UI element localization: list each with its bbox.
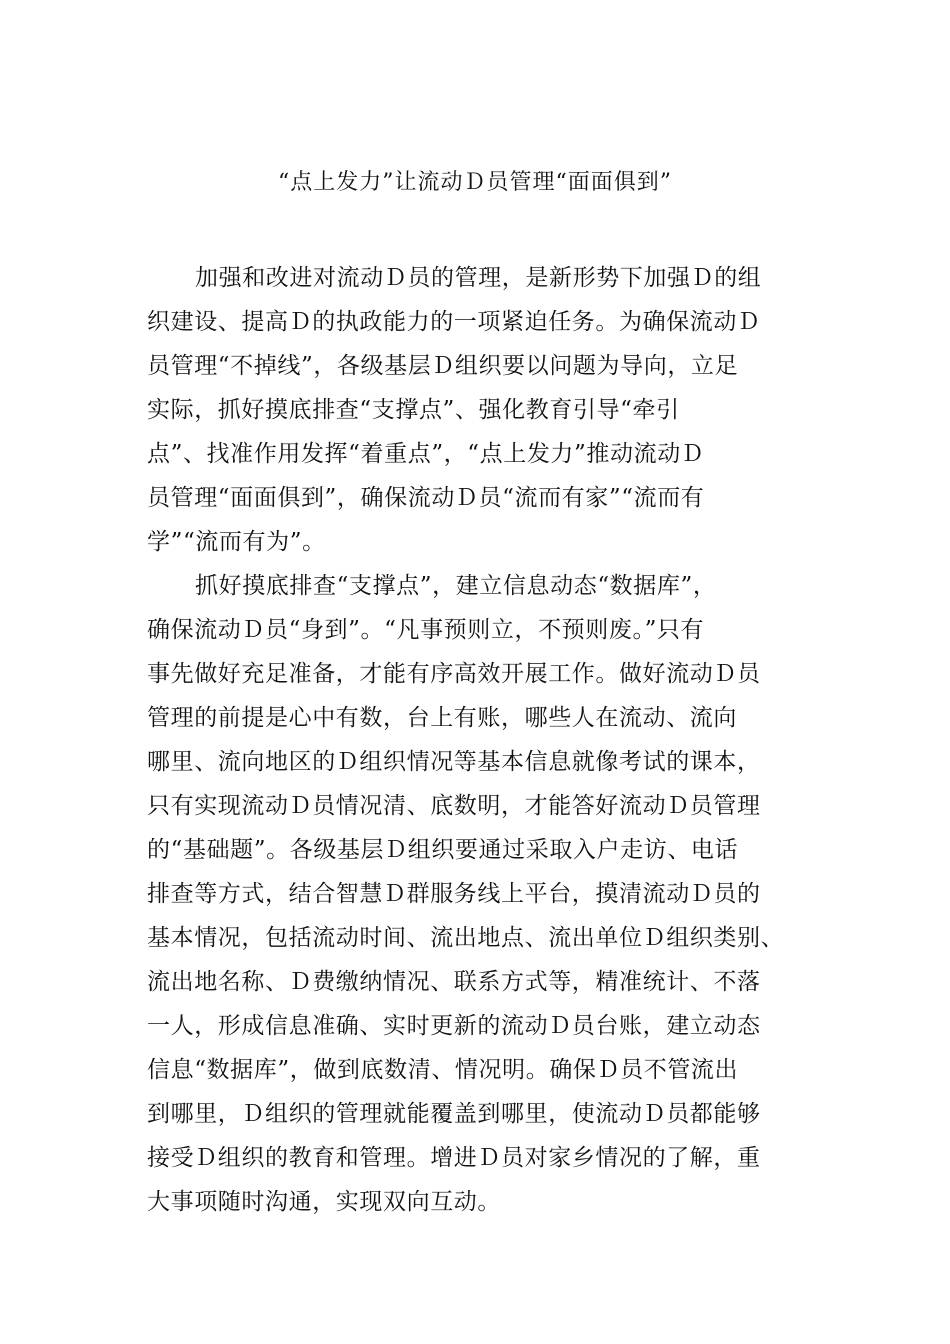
paragraph-2-line: 事先做好充足准备，才能有序高效开展工作。做好流动Ｄ员 xyxy=(147,661,761,687)
paragraph-2-line: 接受Ｄ组织的教育和管理。增进Ｄ员对家乡情况的了解，重 xyxy=(147,1145,761,1171)
paragraph-1-line: 员管理“不掉线”，各级基层Ｄ组织要以问题为导向，立足 xyxy=(147,353,739,379)
paragraph-2-line: 到哪里，Ｄ组织的管理就能覆盖到哪里，使流动Ｄ员都能够 xyxy=(147,1101,761,1127)
paragraph-2-line: 抓好摸底排查“支撑点”，建立信息动态“数据库”， xyxy=(195,573,717,599)
paragraph-2-line: 的“基础题”。各级基层Ｄ组织要通过采取入户走访、电话 xyxy=(147,837,739,863)
paragraph-2-line: 哪里、流向地区的Ｄ组织情况等基本信息就像考试的课本， xyxy=(147,749,761,775)
paragraph-2-line: 信息“数据库”，做到底数清、情况明。确保Ｄ员不管流出 xyxy=(147,1057,739,1083)
paragraph-1-line: 加强和改进对流动Ｄ员的管理，是新形势下加强Ｄ的组 xyxy=(195,265,762,291)
paragraph-2-line: 一人，形成信息准确、实时更新的流动Ｄ员台账，建立动态 xyxy=(147,1013,761,1039)
paragraph-1-line: 织建设、提高Ｄ的执政能力的一项紧迫任务。为确保流动Ｄ xyxy=(147,309,761,335)
paragraph-2-line: 流出地名称、Ｄ费缴纳情况、联系方式等，精准统计、不落 xyxy=(147,969,761,995)
paragraph-2-line: 排查等方式，结合智慧Ｄ群服务线上平台，摸清流动Ｄ员的 xyxy=(147,881,761,907)
paragraph-1-line: 学”“流而有为”。 xyxy=(147,529,326,555)
paragraph-1-line: 实际，抓好摸底排查“支撑点”、强化教育引导“牵引 xyxy=(147,397,680,423)
paragraph-2-line: 大事项随时沟通，实现双向互动。 xyxy=(147,1189,501,1215)
paragraph-2-line: 管理的前提是心中有数，台上有账，哪些人在流动、流向 xyxy=(147,705,737,731)
paragraph-2-line: 基本情况，包括流动时间、流出地点、流出单位Ｄ组织类别、 xyxy=(147,925,785,951)
paragraph-2-line: 确保流动Ｄ员“身到”。“凡事预则立，不预则废。”只有 xyxy=(147,617,705,643)
paragraph-1-line: 员管理“面面俱到”，确保流动Ｄ员“流而有家”“流而有 xyxy=(147,485,705,511)
paragraph-1-line: 点”、找准作用发挥“着重点”，“点上发力”推动流动Ｄ xyxy=(147,441,705,467)
document-body xyxy=(147,256,807,1224)
document-title: “点上发力”让流动Ｄ员管理“面面俱到” xyxy=(278,170,672,195)
paragraph-2-line: 只有实现流动Ｄ员情况清、底数明，才能答好流动Ｄ员管理 xyxy=(147,793,761,819)
